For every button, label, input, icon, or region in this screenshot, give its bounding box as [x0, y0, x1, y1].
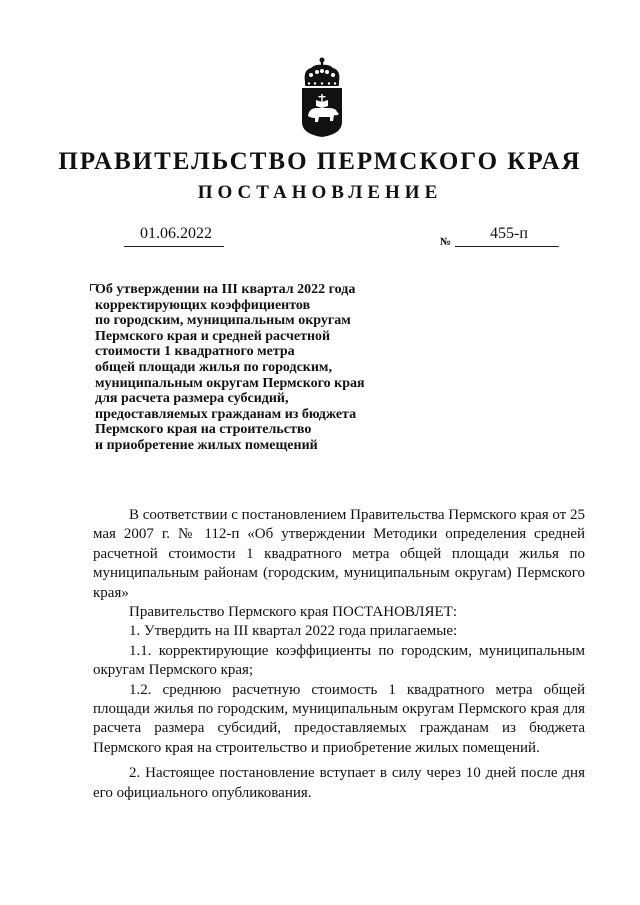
- item-1-paragraph: 1. Утвердить на III квартал 2022 года прилагаемые:: [129, 623, 458, 640]
- date-underline: [124, 246, 224, 247]
- document-number: 455-п: [490, 225, 528, 242]
- subject-line: по городским, муниципальным округам: [95, 313, 351, 329]
- preamble-paragraph: В соответствии с постановлением Правительства Пермского края от 25 мая 2007 г. № 112-п «Об утверждении Методики определения средней расчетной стоимости 1 квадратного метра общей площади жилья по муниципальным районам (городским, муниципальным округам) Пермского края»: [93, 507, 585, 601]
- subject-line: и приобретение жилых помещений: [95, 437, 318, 453]
- item-2-paragraph: 2. Настоящее постановление вступает в силу через 10 дней после дня его официального опубликования.: [93, 765, 585, 801]
- item-1-2-paragraph: 1.2. среднюю расчетную стоимость 1 квадратного метра общей площади жилья по городским, муниципальным округам Пермского края для расчета размера субсидий, предоставляемых гражданам из бюджета Пермского края на строительство и приобретение жилых помещений.: [93, 681, 585, 756]
- number-underline: [455, 246, 559, 247]
- subject-line: общей площади жилья по городским,: [95, 359, 332, 375]
- subject-line: корректирующих коэффициентов: [95, 297, 311, 313]
- number-label: №: [440, 236, 452, 248]
- document-type: ПОСТАНОВЛЕНИЕ: [197, 182, 443, 203]
- coat-of-arms-emblem: [295, 56, 349, 138]
- item-1-1-paragraph: 1.1. корректирующие коэффициенты по городским, муниципальным округам Пермского края;: [93, 642, 585, 679]
- document-subject: [95, 282, 415, 454]
- document-date: 01.06.2022: [140, 225, 212, 242]
- subject-line: Пермского края и средней расчетной: [95, 328, 331, 344]
- subject-line: стоимости 1 квадратного метра: [95, 344, 295, 360]
- subject-line: предоставляемых гражданам из бюджета: [95, 406, 357, 422]
- subject-line: Об утверждении на III квартал 2022 года: [95, 282, 356, 297]
- resolution-paragraph: Правительство Пермского края ПОСТАНОВЛЯЕТ:: [129, 604, 458, 621]
- document-body: [93, 506, 585, 803]
- subject-line: для расчета размера субсидий,: [95, 391, 289, 407]
- subject-line: Пермского края на строительство: [95, 422, 312, 438]
- government-title: ПРАВИТЕЛЬСТВО ПЕРМСКОГО КРАЯ: [58, 148, 582, 175]
- subject-line: муниципальным округам Пермского края: [95, 375, 365, 391]
